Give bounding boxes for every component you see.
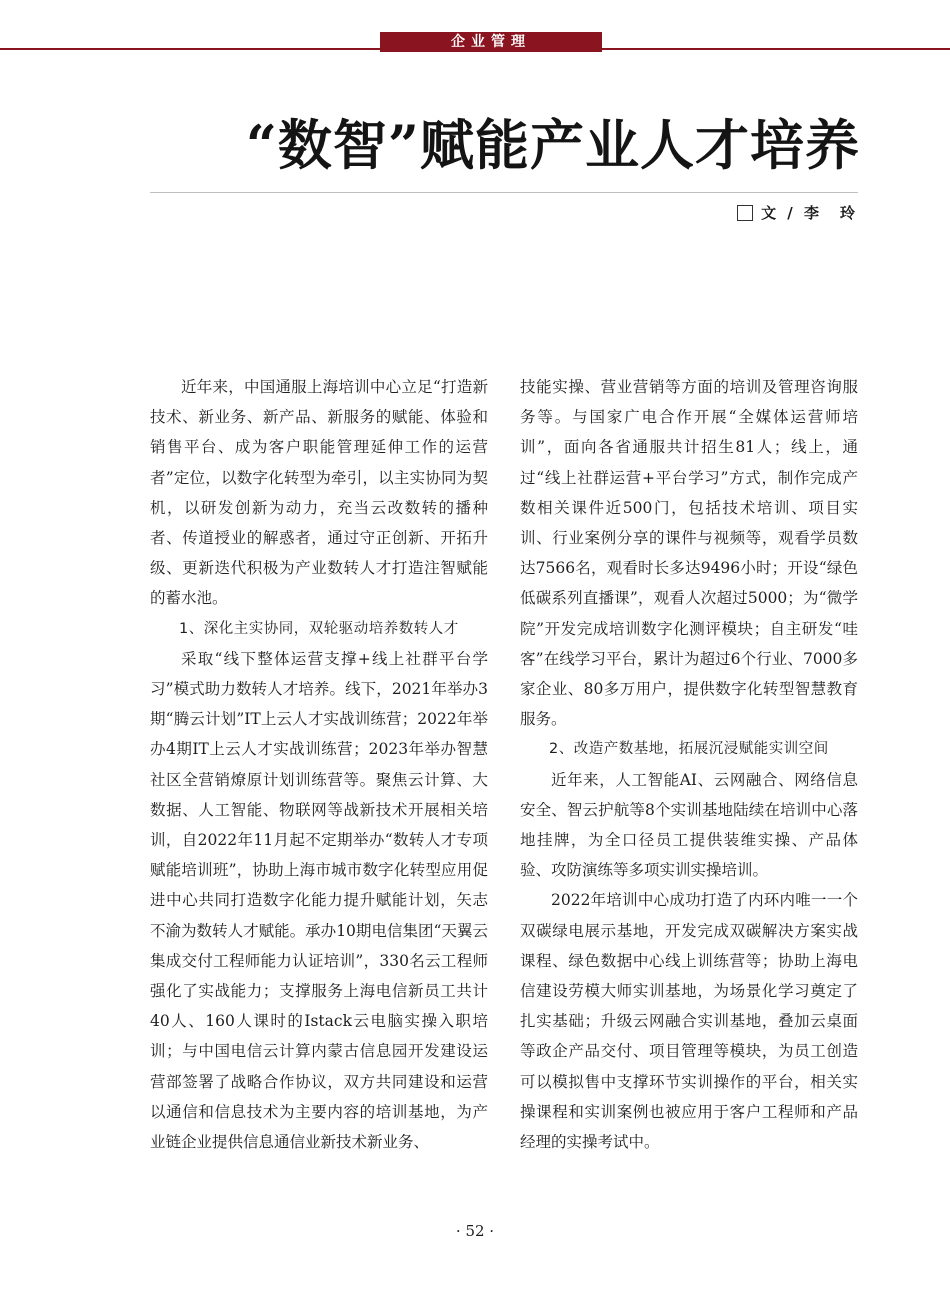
- paragraph-continued: 技能实操、营业营销等方面的培训及管理咨询服务等。与国家广电合作开展“全媒体运营师培训”，面向各省通服共计招生81人；线上，通过“线上社群运营+平台学习”方式，制作完成产数相关课件近500门，包括技术培训、项目实训、行业案例分享的课件与视频等，观看学员数达7566名，观看时长多达9496小时；开设“绿色低碳系列直播课”，观看人次超过5000；为“微学院”开发完成培训数字化测评模块；自主研发“哇客”在线学习平台，累计为超过6个行业、7000多家企业、80多万用户，提供数字化转型智慧教育服务。: [520, 378, 858, 729]
- left-column: [150, 372, 488, 1157]
- article-title: “数智”赋能产业人才培养: [245, 113, 860, 177]
- paragraph: 近年来，人工智能AI、云网融合、网络信息安全、智云护航等8个实训基地陆续在培训中心落地挂牌，为全口径员工提供装维实操、产品体验、攻防演练等多项实训实操培训。: [520, 770, 858, 880]
- byline-text: 文 / 李 玲: [761, 204, 858, 222]
- title-divider: [150, 192, 858, 193]
- page-number: · 52 ·: [455, 1222, 495, 1240]
- section-heading: 1、深化主实协同，双轮驱动培养数转人才: [179, 620, 459, 637]
- section-heading: 2、改造产数基地，拓展沉浸赋能实训空间: [549, 741, 829, 758]
- paragraph: 2022年培训中心成功打造了内环内唯一一个双碳绿电展示基地，开发完成双碳解决方案实战课程、绿色数据中心线上训练营等；协助上海电信建设劳模大师实训基地，为场景化学习奠定了扎实基础；升级云网融合实训基地，叠加云桌面等政企产品交付、项目管理等模块，为员工创造可以模拟售中支撑环节实训操作的平台，相关实操课程和实训案例也被应用于客户工程师和产品经理的实操考试中。: [520, 891, 858, 1152]
- square-box-icon: [737, 205, 753, 221]
- byline: [737, 202, 858, 223]
- paragraph: 采取“线下整体运营支撑+线上社群平台学习”模式助力数转人才培养。线下，2021年举办3期“腾云计划”IT上云人才实战训练营；2022年举办4期IT上云人才实战训练营；2023年举办智慧社区全营销燎原计划训练营等。聚焦云计算、大数据、人工智能、物联网等战新技术开展相关培训，自2022年11月起不定期举办“数转人才专项赋能培训班”，协助上海市城市数字化转型应用促进中心共同打造数字化能力提升赋能计划，矢志不渝为数转人才赋能。承办10期电信集团“天翼云集成交付工程师能力认证培训”，330名云工程师强化了实战能力；支撑服务上海电信新员工共计40人、160人课时的Istack云电脑实操入职培训；与中国电信云计算内蒙古信息园开发建设运营部签署了战略合作协议，双方共同建设和运营以通信和信息技术为主要内容的培训基地，为产业链企业提供信息通信业新技术新业务、: [150, 649, 488, 1152]
- paragraph: 近年来，中国通服上海培训中心立足“打造新技术、新业务、新产品、新服务的赋能、体验和销售平台、成为客户职能管理延伸工作的运营者”定位，以数字化转型为牵引，以主实协同为契机，以研发创新为动力，充当云改数转的播种者、传道授业的解惑者，通过守正创新、开拓升级、更新迭代积极为产业数转人才打造注智赋能的蓄水池。: [150, 378, 488, 608]
- section-label: 企业管理: [380, 32, 602, 52]
- right-column: [520, 372, 858, 1157]
